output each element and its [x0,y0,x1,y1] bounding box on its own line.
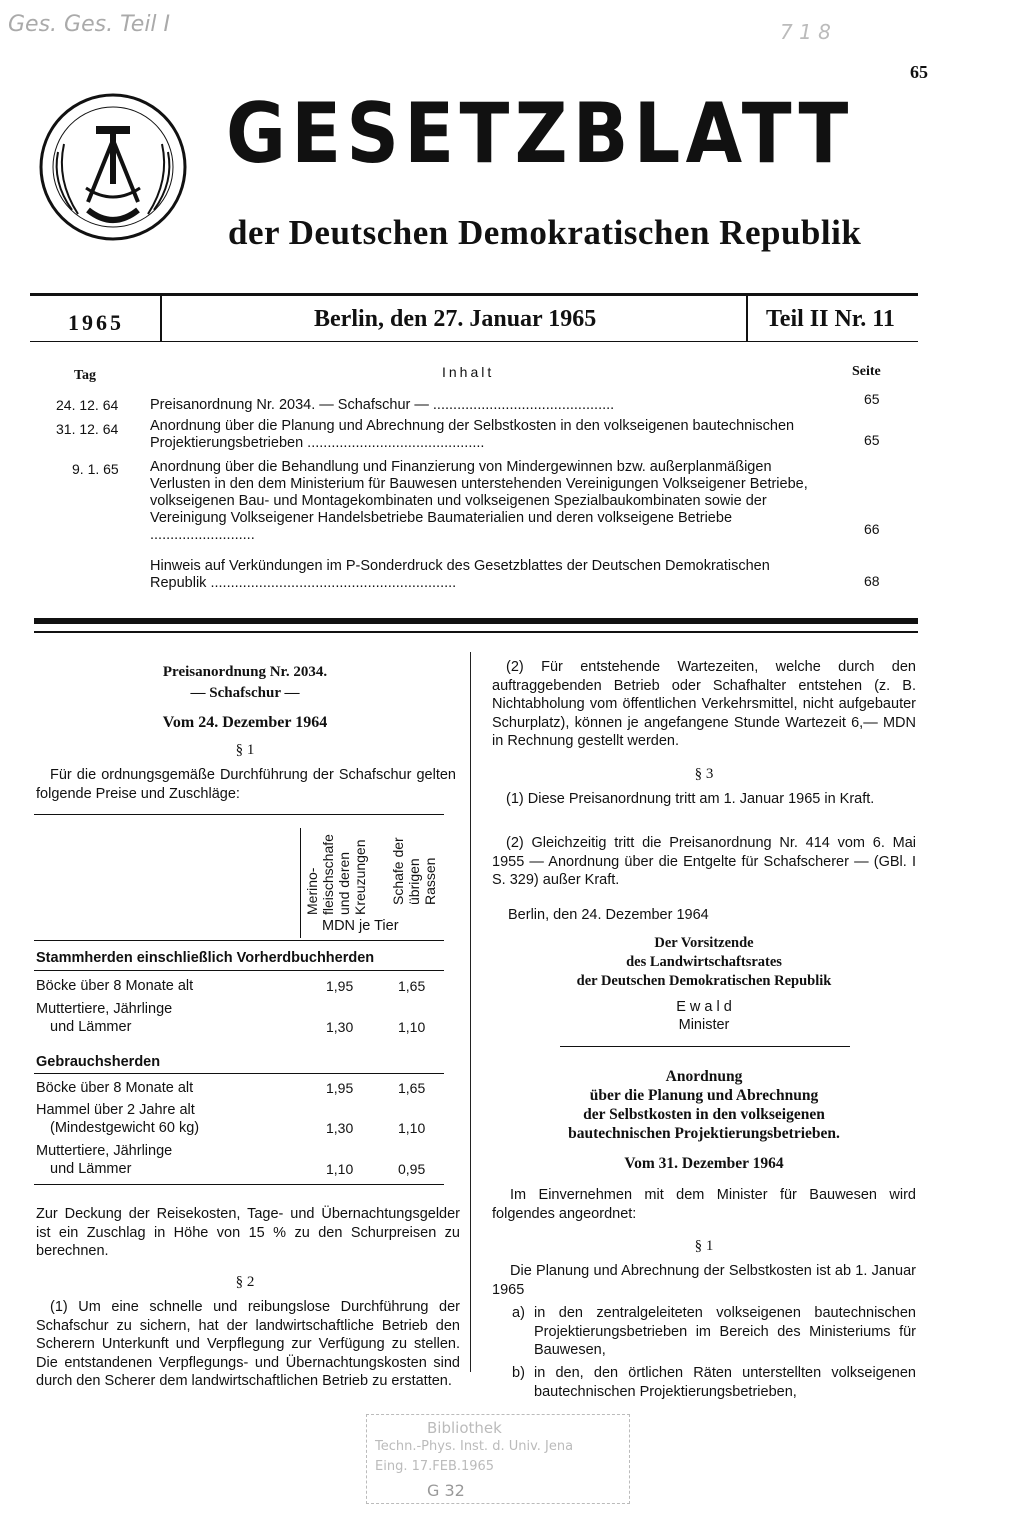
signature-line: des Landwirtschaftsrates [626,954,782,970]
signatory-title: Minister [678,1017,730,1033]
toc-entry-date: 31. 12. 64 [56,421,119,437]
page-number: 65 [910,62,928,82]
table-rule [34,1184,444,1185]
paragraph: (1) Um eine schnelle und reibungslose Durchführung der Schafschur zu sichern, hat der landwirtschaftliche Betrieb den Scherern Unterkunft und Verpflegung zur Verfügung zu stellen. Die entstandenen Verpflegungs- und Übernachtungskosten sind durch den Scherer dem landwirtschaftlichen Betrieb zu erstatten. [36,1299,460,1389]
issue-year: 1965 [68,310,124,335]
header-line: fleischschafe [320,834,336,915]
section-rule [34,631,918,633]
table-group-title: Gebrauchsherden [36,1054,161,1070]
paragraph: Für die ordnungsgemäße Durchführung der Schafschur gelten folgende Preise und Zuschläge: [36,767,456,802]
stamp-line: Eing. 17.FEB.1965 [375,1459,495,1474]
section-mark: § 1 [694,1238,714,1254]
decree-heading: Preisanordnung Nr. 2034. [162,664,328,680]
table-cell: 1,95 [326,1080,354,1096]
list-marker: b) [512,1365,525,1381]
section-mark: § 1 [235,742,255,758]
toc-entry-date: 24. 12. 64 [56,397,119,413]
toc-entry-text: Preisanordnung Nr. 2034. — Schafschur — ............................................. [150,397,615,413]
toc-entry-date: 9. 1. 65 [72,461,119,477]
toc-col-tag: Tag [74,368,97,383]
signature-line: Der Vorsitzende [654,935,754,951]
table-row-label-cont: und Lämmer [50,1161,132,1177]
toc-entry-text: Anordnung über die Behandlung und Finanzierung von Mindergewinnen bzw. außerplanmäßigen Verlusten in den dem Ministerium für Bauwesen unterstehenden Vereinigungen Volkseigener Betriebe, volkseigenen Bau- und Montagekombinaten und volkseigenen Spezialbaukombinaten sowie der Vereinigung Volkseigener Handelsbetriebe Baumaterialien und deren volkseigene Betriebe .......................... [150,459,808,543]
table-cell: 0,95 [398,1161,426,1177]
decree-heading: über die Planung und Abrechnung [589,1087,819,1104]
table-row-label: Böcke über 8 Monate alt [36,1080,194,1096]
table-row-label: Böcke über 8 Monate alt [36,978,194,994]
masthead-subtitle: der Deutschen Demokratischen Republik [228,213,862,252]
table-row-label: Hammel über 2 Jahre alt [36,1102,195,1118]
stamp-line: Techn.-Phys. Inst. d. Univ. Jena [375,1439,574,1454]
state-emblem-icon [38,92,188,242]
toc-col-inhalt: Inhalt [442,364,495,380]
header-line: Schafe der [390,837,406,905]
toc-entry-page: 65 [864,432,880,448]
list-item: in den zentralgeleiteten volkseigenen bautechnischen Projektierungsbetrieben im Bereich des Ministeriums für Bauwesen, [534,1305,916,1358]
section-rule [34,618,918,624]
header-line: Merino- [304,867,320,915]
paragraph: (2) Gleichzeitig tritt die Preisanordnung Nr. 414 vom 6. Mai 1955 — Anordnung über die Entgelte für Schafscherer — (GBl. I S. 329) außer Kraft. [492,835,916,888]
stamp-line: G 32 [427,1481,465,1500]
section-mark: § 3 [694,766,714,782]
paragraph: Zur Deckung der Reisekosten, Tage- und Übernachtungsgelder ist ein Zuschlag in Höhe von 15 % zu den Schurpreisen zu berechnen. [36,1206,460,1259]
place-date: Berlin, den 24. Dezember 1964 [508,907,709,923]
table-rule [34,970,444,971]
issue-number: Teil II Nr. 11 [766,306,895,332]
list-item: in den, den örtlichen Räten unterstellten volkseigenen bautechnischen Projektierungsbetrieben, [534,1365,916,1400]
paragraph: (1) Diese Preisanordnung tritt am 1. Januar 1965 in Kraft. [506,791,875,807]
info-bar-divider [160,293,162,341]
table-rule [34,940,444,941]
decree-heading: bautechnischen Projektierungsbetrieben. [568,1125,840,1142]
table-cell: 1,10 [326,1161,354,1177]
info-bar-divider [746,293,748,341]
decree-date: Vom 31. Dezember 1964 [624,1155,784,1172]
table-col-divider [300,828,301,938]
decree-date: Vom 24. Dezember 1964 [162,714,328,731]
table-cell: 1,30 [326,1120,354,1136]
info-bar-bottom-rule [30,341,918,342]
table-rule [34,814,444,815]
toc-entry-page: 65 [864,391,880,407]
toc-entry-page: 68 [864,573,880,589]
toc-entry-text: Hinweis auf Verkündungen im P-Sonderdruck des Gesetzblattes der Deutschen Demokratischen Republik ............................................................. [150,558,770,591]
list-marker: a) [512,1305,525,1321]
header-line: Rassen [422,857,438,905]
toc-entry-page: 66 [864,521,880,537]
table-unit: MDN je Tier [322,918,399,934]
stamp-line: Bibliothek [427,1419,502,1437]
header-line: Kreuzungen [352,839,368,915]
signatory-name: E w a l d [676,999,732,1015]
library-stamp [366,1414,630,1504]
table-group-title: Stammherden einschließlich Vorherdbuchherden [36,950,375,966]
table-cell: 1,10 [398,1019,426,1035]
decree-heading: Anordnung [665,1068,743,1085]
paragraph: Die Planung und Abrechnung der Selbstkosten ist ab 1. Januar 1965 [492,1263,916,1298]
column-divider [470,652,471,1372]
section-mark: § 2 [235,1274,255,1290]
toc-col-seite: Seite [852,364,881,379]
handwritten-note: Ges. Ges. Teil I [8,12,171,37]
masthead-title: GESETZBLATT [226,85,854,182]
header-line: übrigen [406,858,422,905]
info-bar-top-rule [30,293,918,296]
decree-heading: der Selbstkosten in den volkseigenen [583,1106,825,1123]
table-cell: 1,10 [398,1120,426,1136]
divider [560,1046,850,1047]
table-cell: 1,65 [398,1080,426,1096]
table-row-label: Muttertiere, Jährlinge [36,1001,173,1017]
paragraph: (2) Für entstehende Wartezeiten, welche durch den auftraggebenden Betrieb oder Schafhalter entstehen (z. B. Nichtabholung vom öffentlichen Verkehrsmittel, nicht aufgebauter Schurplatz), können je angefangene Stunde Wartezeit 6,— MDN in Rechnung gestellt werden. [492,659,916,749]
table-row-label-cont: und Lämmer [50,1019,132,1035]
toc-entry-text: Anordnung über die Planung und Abrechnung der Selbstkosten in den volkseigenen bautechnischen Projektierungsbetrieben ............................................ [150,418,795,451]
issue-date: Berlin, den 27. Januar 1965 [314,306,597,332]
table-row-label: Muttertiere, Jährlinge [36,1143,173,1159]
table-cell: 1,95 [326,978,354,994]
table-row-label-cont: (Mindestgewicht 60 kg) [50,1120,200,1136]
paragraph: Im Einvernehmen mit dem Minister für Bauwesen wird folgendes angeordnet: [492,1187,916,1222]
table-cell: 1,65 [398,978,426,994]
decree-subheading: — Schafschur — [190,685,300,701]
signature-line: der Deutschen Demokratischen Republik [576,973,832,989]
table-rule [34,1073,444,1074]
handwritten-note-right: 7 1 8 [780,20,831,44]
header-line: und deren [336,851,352,915]
table-cell: 1,30 [326,1019,354,1035]
